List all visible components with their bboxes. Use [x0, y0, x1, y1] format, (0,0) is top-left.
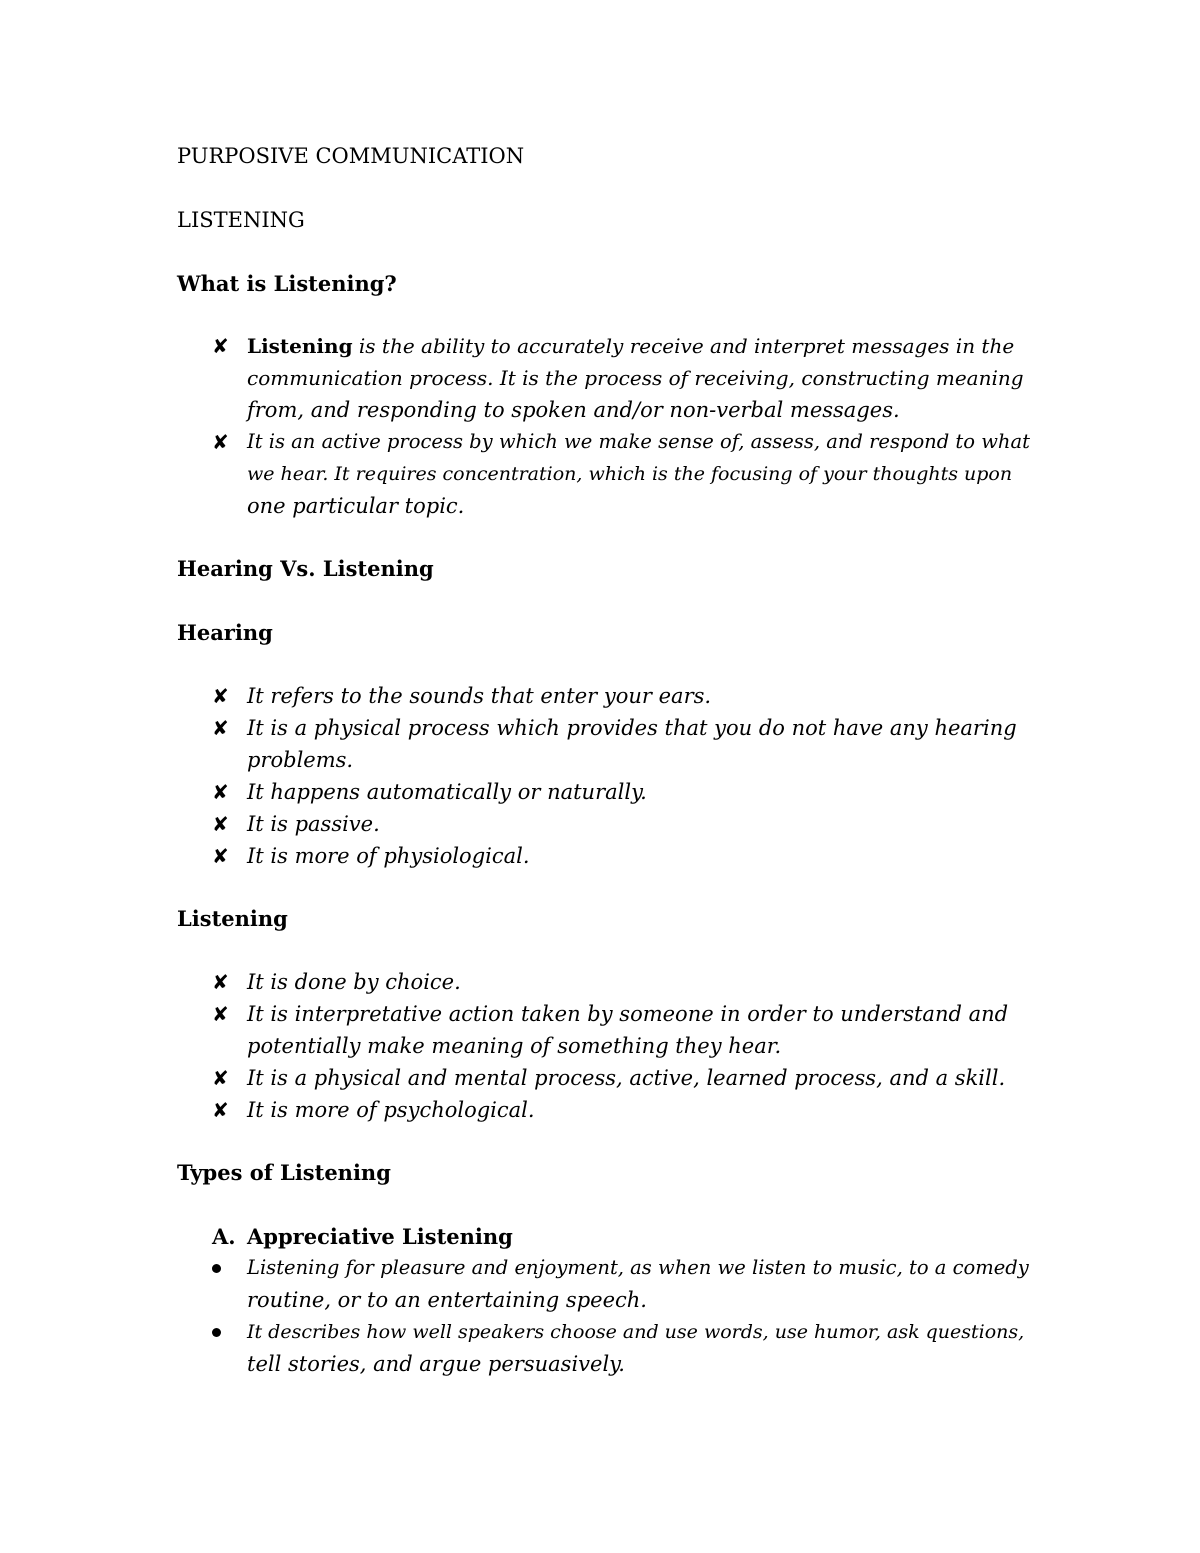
heading-hearing-vs-listening: Hearing Vs. Listening	[177, 556, 434, 581]
list-item: Listening for pleasure and enjoyment, as when we listen to music, to a comedy	[247, 1256, 1029, 1279]
heading-types-of-listening: Types of Listening	[177, 1160, 391, 1185]
cross-mark-icon: ✘	[212, 780, 229, 804]
list-item: It is a physical process which provides that you do not have any hearing	[247, 716, 1017, 740]
list-item: It describes how well speakers choose and use words, use humor, ask questions,	[247, 1321, 1025, 1343]
list-item-continuation: routine, or to an entertaining speech.	[247, 1288, 647, 1312]
list-item: It happens automatically or naturally.	[247, 780, 647, 804]
cross-mark-icon: ✘	[212, 684, 229, 708]
list-item: It is passive.	[247, 812, 380, 836]
bullet-icon	[212, 1264, 221, 1273]
cross-mark-icon: ✘	[212, 430, 229, 454]
cross-mark-icon: ✘	[212, 1002, 229, 1026]
type-title: Appreciative Listening	[247, 1224, 513, 1249]
document-title: PURPOSIVE COMMUNICATION	[177, 144, 525, 168]
list-item-continuation: communication process. It is the process of receiving, constructing meaning	[247, 366, 1024, 390]
term-listening: Listening	[247, 334, 353, 358]
list-item: It is more of psychological.	[247, 1098, 535, 1122]
heading-what-is-listening: What is Listening?	[177, 271, 397, 296]
cross-mark-icon: ✘	[212, 716, 229, 740]
list-item: It is done by choice.	[247, 970, 461, 994]
list-item: It is a physical and mental process, active, learned process, and a skill.	[247, 1066, 1006, 1090]
cross-mark-icon: ✘	[212, 844, 229, 868]
list-item: It refers to the sounds that enter your ears.	[247, 684, 712, 708]
list-item: It is more of physiological.	[247, 844, 530, 868]
definition-text: is the ability to accurately receive and interpret messages in the	[352, 334, 1015, 358]
list-item-continuation: we hear. It requires concentration, which is the focusing of your thoughts upon	[247, 463, 1013, 485]
list-item: It is interpretative action taken by someone in order to understand and	[247, 1002, 1009, 1026]
list-item-continuation: potentially make meaning of something they hear.	[247, 1034, 782, 1058]
list-item	[247, 330, 1014, 362]
list-item-continuation: tell stories, and argue persuasively.	[247, 1352, 625, 1376]
list-item-continuation: from, and responding to spoken and/or non-verbal messages.	[247, 398, 900, 422]
heading-hearing: Hearing	[177, 620, 273, 645]
type-label: A.	[212, 1224, 236, 1249]
cross-mark-icon: ✘	[212, 1098, 229, 1122]
heading-listening: Listening	[177, 906, 288, 931]
section-heading-listening: LISTENING	[177, 208, 305, 232]
cross-mark-icon: ✘	[212, 970, 229, 994]
cross-mark-icon: ✘	[212, 334, 229, 358]
bullet-icon	[212, 1328, 221, 1337]
list-item-continuation: problems.	[247, 748, 354, 772]
cross-mark-icon: ✘	[212, 1066, 229, 1090]
cross-mark-icon: ✘	[212, 812, 229, 836]
list-item-continuation: one particular topic.	[247, 494, 465, 518]
list-item: It is an active process by which we make sense of, assess, and respond to what	[247, 430, 1030, 453]
